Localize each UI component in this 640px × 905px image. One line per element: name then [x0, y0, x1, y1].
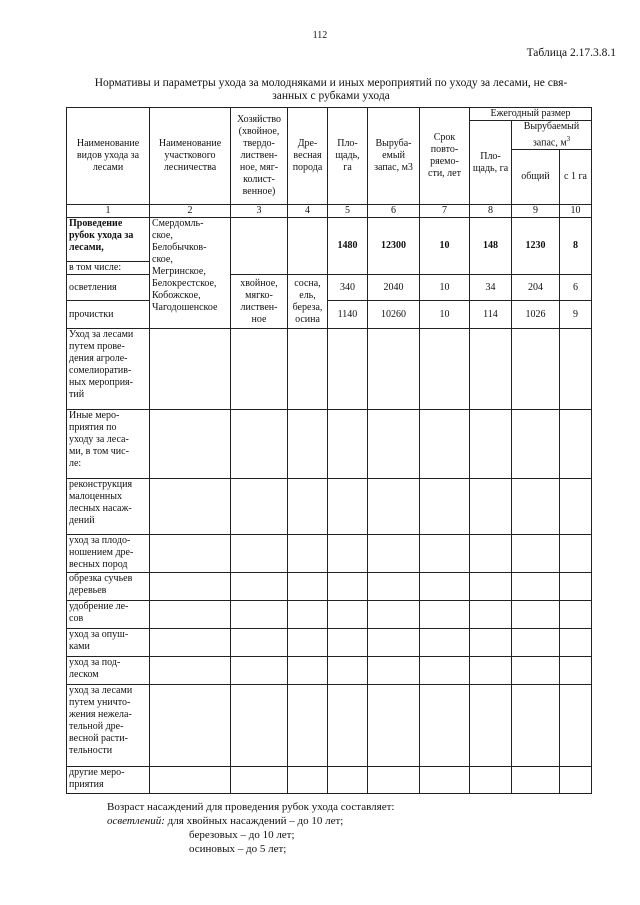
- col-num: 2: [150, 205, 231, 218]
- col-num: 6: [368, 205, 420, 218]
- note-osv-label: осветлений:: [107, 815, 165, 827]
- header-care-type: Наименование видов ухода за лесами: [67, 108, 150, 205]
- farm-cell: хвойное, мягко- листвен- ное: [231, 275, 288, 329]
- osv-area: 340: [328, 275, 368, 301]
- main-area: 1480: [328, 218, 368, 275]
- col-num: 9: [512, 205, 560, 218]
- header-forestry: Наименование участкового лесничества: [150, 108, 231, 205]
- main-annual-per-ha: 8: [560, 218, 592, 275]
- row-other-label: Уход за лесами путем прове- дения агроле- сомелиоратив- ных мероприя- тий: [67, 329, 150, 410]
- col-num: 3: [231, 205, 288, 218]
- age-note: [107, 800, 394, 856]
- proch-annual-total: 1026: [512, 301, 560, 329]
- forestries-cell: Смердомль- ское, Белобычков- ское, Мегринское, Белокрестское, Кобожское, Чагодошенское: [150, 218, 231, 329]
- row-other-label: удобрение ле- сов: [67, 601, 150, 629]
- main-period: 10: [420, 218, 470, 275]
- row-other-label: уход за плодо- ношением дре- весных пород: [67, 535, 150, 573]
- row-other-label: реконструкция малоценных лесных насаж- дений: [67, 479, 150, 535]
- osv-annual-area: 34: [470, 275, 512, 301]
- header-cut-stock: [512, 121, 592, 150]
- proch-period: 10: [420, 301, 470, 329]
- main-annual-total: 1230: [512, 218, 560, 275]
- col-num: 10: [560, 205, 592, 218]
- header-stock: Выруба- емый запас, м3: [368, 108, 420, 205]
- note-line-2: для хвойных насаждений – до 10 лет;: [164, 815, 344, 827]
- header-cut-stock-text: Вырубаемый запас, м: [523, 121, 580, 149]
- header-total: общий: [512, 150, 560, 205]
- proch-area: 1140: [328, 301, 368, 329]
- osv-stock: 2040: [368, 275, 420, 301]
- col-num: 1: [67, 205, 150, 218]
- proch-annual-per-ha: 9: [560, 301, 592, 329]
- row-other-label: Иные меро- приятия по уходу за леса- ми, в том чис- ле:: [67, 410, 150, 479]
- osv-annual-per-ha: 6: [560, 275, 592, 301]
- proch-annual-area: 114: [470, 301, 512, 329]
- row-other-label: уход за под- леском: [67, 657, 150, 685]
- osv-period: 10: [420, 275, 470, 301]
- header-farm: Хозяйство (хвойное, твердо- листвен- ное, мяг- колист- венное): [231, 108, 288, 205]
- empty-cell: [288, 218, 328, 275]
- main-annual-area: 148: [470, 218, 512, 275]
- species-cell: сосна, ель, береза, осина: [288, 275, 328, 329]
- main-stock: 12300: [368, 218, 420, 275]
- header-area: Пло- щадь, га: [328, 108, 368, 205]
- row-proch-label: прочистки: [67, 301, 150, 329]
- row-other-label: другие меро- приятия: [67, 767, 150, 794]
- table-caption: Нормативы и параметры ухода за молодняками и иных мероприятий по уходу за лесами, не свя- занных с рубками ухода: [94, 77, 568, 102]
- header-cut-stock-sup: 3: [566, 135, 571, 143]
- header-period: Срок повто- ряемо- сти, лет: [420, 108, 470, 205]
- norms-table: [66, 107, 592, 794]
- table-id: Таблица 2.17.3.8.1: [526, 47, 616, 59]
- note-line-4: осиновых – до 5 лет;: [189, 843, 287, 855]
- proch-stock: 10260: [368, 301, 420, 329]
- row-other-label: обрезка сучьев деревьев: [67, 573, 150, 601]
- header-species: Дре- весная порода: [288, 108, 328, 205]
- page-number: 112: [312, 30, 328, 41]
- header-annual: Ежегодный размер: [470, 108, 592, 121]
- col-num: 4: [288, 205, 328, 218]
- row-osv-label: осветления: [67, 275, 150, 301]
- row-including: в том числе:: [67, 262, 150, 275]
- osv-annual-total: 204: [512, 275, 560, 301]
- row-other-label: уход за опуш- ками: [67, 629, 150, 657]
- note-line-3: березовых – до 10 лет;: [189, 829, 295, 841]
- row-other-label: уход за лесами путем уничто- жения нежела- тельной дре- весной расти- тельности: [67, 685, 150, 767]
- row-main-label: Проведение рубок ухода за лесами,: [67, 218, 150, 262]
- col-num: 8: [470, 205, 512, 218]
- header-annual-area: Пло- щадь, га: [470, 121, 512, 205]
- note-line-1: Возраст насаждений для проведения рубок ухода составляет:: [107, 801, 395, 813]
- header-per-ha: с 1 га: [560, 150, 592, 205]
- col-num: 5: [328, 205, 368, 218]
- col-num: 7: [420, 205, 470, 218]
- empty-cell: [231, 218, 288, 275]
